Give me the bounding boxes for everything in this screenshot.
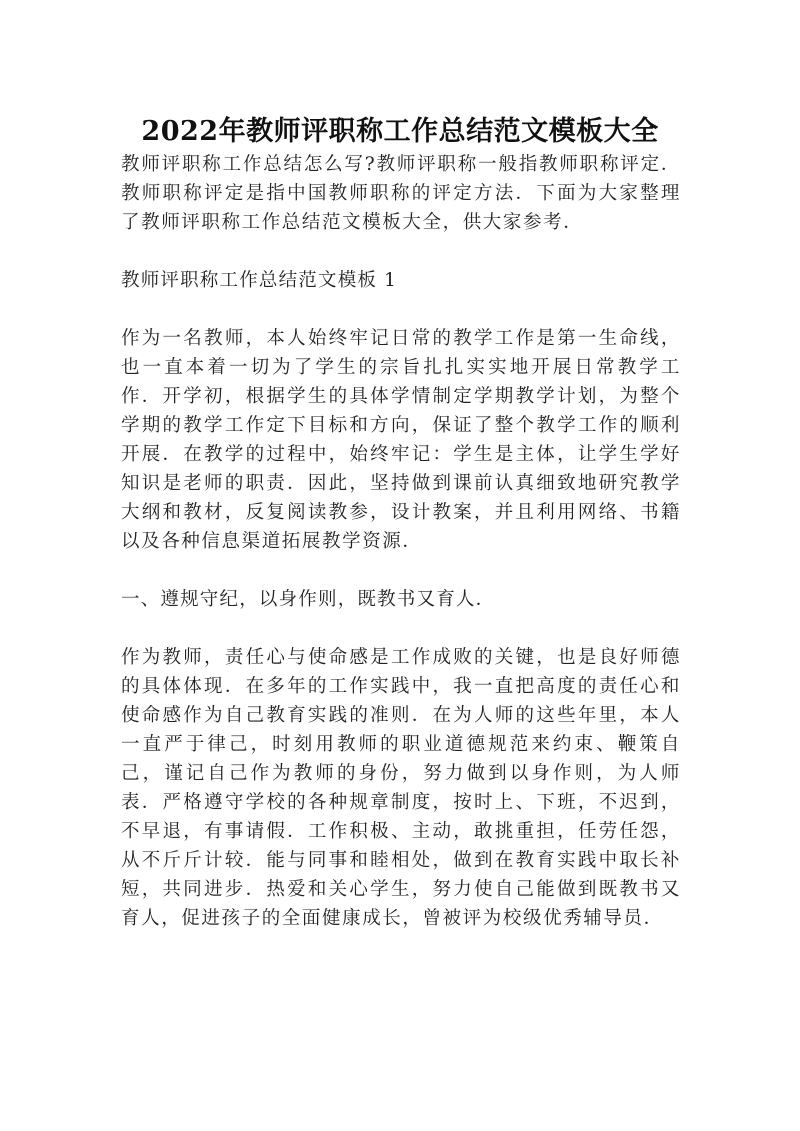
document-body bbox=[121, 150, 681, 962]
section-heading-template-1: 教师评职称工作总结范文模板 1 bbox=[121, 270, 398, 291]
document-title: 2022年教师评职称工作总结范文模板大全 bbox=[141, 116, 659, 147]
intro-paragraph: 教师评职称工作总结怎么写?教师评职称一般指教师职称评定．教师职称评定是指中国教师职称的评定方法．下面为大家整理了教师评职称工作总结范文模板大全，供大家参考． bbox=[121, 154, 681, 233]
section-heading-discipline: 一、遵规守纪，以身作则，既教书又育人． bbox=[121, 589, 496, 610]
body-paragraph-responsibility: 作为教师，责任心与使命感是工作成败的关键，也是良好师德的具体体现．在多年的工作实践中，我一直把高度的责任心和使命感作为自己教育实践的准则．在为人师的这些年里，本人一直严于律己，时刻用教师的职业道德规范来约束、鞭策自己，谨记自己作为教师的身份，努力做到以身作则，为人师表．严格遵守学校的各种规章制度，按时上、下班，不迟到，不早退，有事请假．工作积极、主动，敢挑重担，任劳任怨，从不斤斤计较．能与同事和睦相处，做到在教育实践中取长补短，共同进步．热爱和关心学生，努力使自己能做到既教书又育人，促进孩子的全面健康成长，曾被评为校级优秀辅导员． bbox=[121, 647, 681, 929]
body-paragraph-teaching: 作为一名教师，本人始终牢记日常的教学工作是第一生命线，也一直本着一切为了学生的宗旨扎扎实实地开展日常教学工作．开学初，根据学生的具体学情制定学期教学计划，为整个学期的教学工作定下目标和方向，保证了整个教学工作的顺利开展．在教学的过程中，始终牢记：学生是主体，让学生学好知识是老师的职责．因此，坚持做到课前认真细致地研究教学大纲和教材，反复阅读教参，设计教案，并且利用网络、书籍以及各种信息渠道拓展教学资源． bbox=[121, 328, 681, 552]
